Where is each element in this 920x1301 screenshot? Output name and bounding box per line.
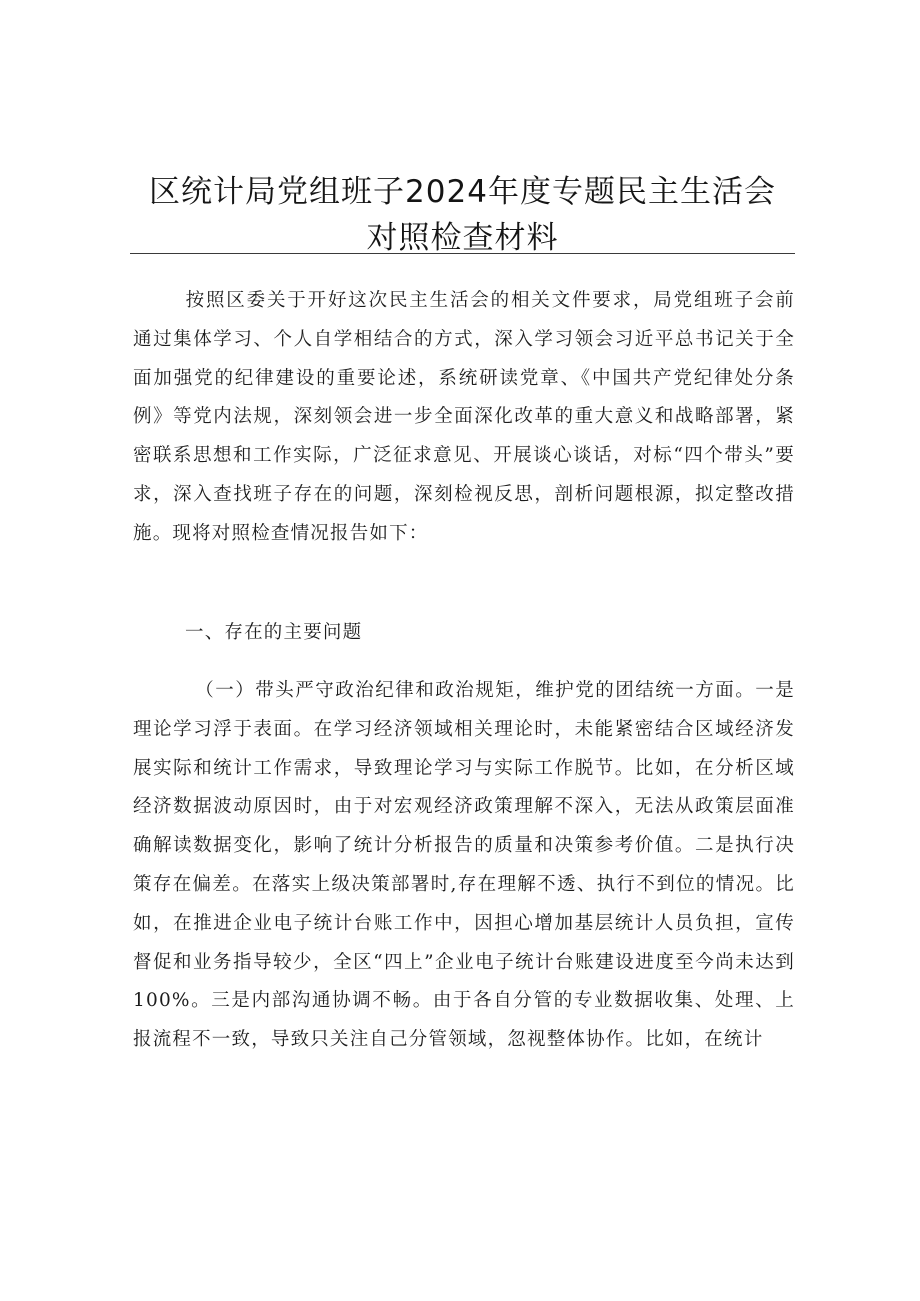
document-title-line2: 对照检查材料 bbox=[366, 220, 559, 256]
section-paragraph bbox=[133, 672, 795, 1060]
intro-paragraph-text: 按照区委关于开好这次民主生活会的相关文件要求，局党组班子会前通过集体学习、个人自学相结合的方式，深入学习领会习近平总书记关于全面加强党的纪律建设的重要论述，系统研读党章、《中国共产党纪律处分条例》等党内法规，深刻领会进一步全面深化改革的重大意义和战略部署，紧密联系思想和工作实际，广泛征求意见、开展谈心谈话，对标“四个带头”要求，深入查找班子存在的问题，深刻检视反思，剖析问题根源，拟定整改措施。现将对照检查情况报告如下： bbox=[133, 290, 795, 544]
section-paragraph-text: （一）带头严守政治纪律和政治规矩，维护党的团结统一方面。一是理论学习浮于表面。在学习经济领域相关理论时，未能紧密结合区域经济发展实际和统计工作需求，导致理论学习与实际工作脱节。比如，在分析区域经济数据波动原因时，由于对宏观经济政策理解不深入，无法从政策层面准确解读数据变化，影响了统计分析报告的质量和决策参考价值。二是执行决策存在偏差。在落实上级决策部署时,存在理解不透、执行不到位的情况。比如，在推进企业电子统计台账工作中，因担心增加基层统计人员负担，宣传督促和业务指导较少，全区“四上”企业电子统计台账建设进度至今尚未达到100%。三是内部沟通协调不畅。由于各自分管的专业数据收集、处理、上报流程不一致，导致只关注自己分管领域，忽视整体协作。比如，在统计 bbox=[133, 680, 795, 1051]
title-underline bbox=[130, 253, 795, 254]
section-heading: 一、存在的主要问题 bbox=[185, 622, 363, 643]
document-title-line1: 区统计局党组班子2024年度专题民主生活会 bbox=[149, 174, 776, 210]
intro-paragraph bbox=[133, 282, 795, 554]
